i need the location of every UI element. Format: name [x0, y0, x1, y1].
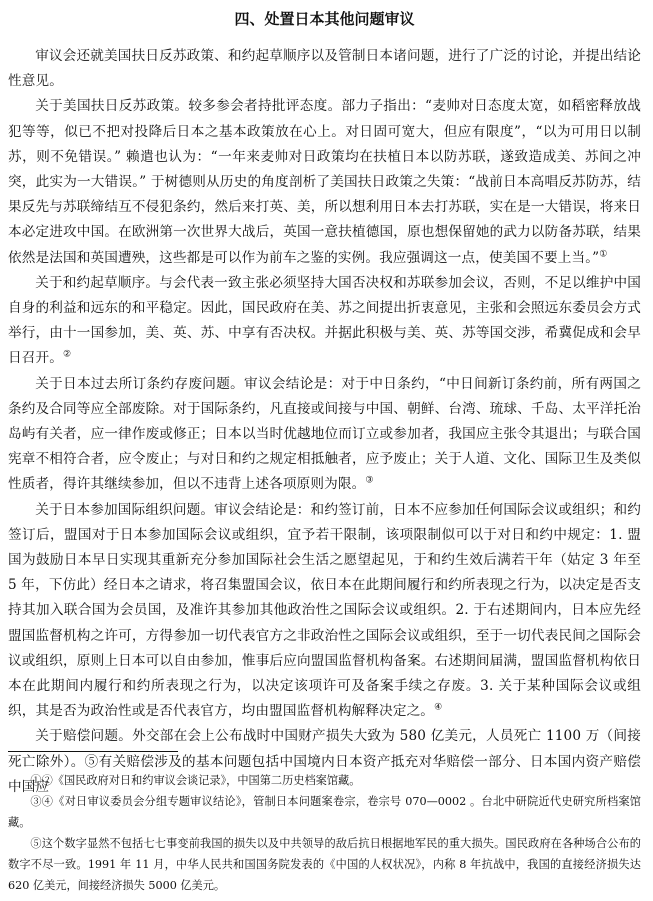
- paragraph: 关于美国扶日反苏政策。较多参会者持批评态度。部力子指出：“麦帅对日态度太宽，如稻密释放战犯等等，似已不把对投降后日本之基本政策放在心上。对日固可宽大，但应有限度”，“以为可用日以制苏，则不免错误。” 赖遣也认为：“一年来麦帅对日政策均在扶植日本以防苏联，遂致造成美、苏间之冲突，此实为一大错误。” 于树德则从历史的角度剖析了美国扶日政策之失策：“战前日本高唱反苏防苏，结果反先与苏联缔结互不侵犯条约，然后来打英、美，所以想利用日本去打苏联，实在是一大错误，将来日本必定进攻中国。在欧洲第一次世界大战后，英国一意扶植德国，原也想保留她的武力以防备苏联，结果依然是法国和英国遭殃，这些都是可以作为前车之鉴的实例。我应强调这一点，使美国不要上当。”①: [8, 98, 641, 266]
- paragraph: 关于日本过去所订条约存废问题。审议会结论是：对于中日条约，“中日间新订条约前，所有两国之条约及合同等应全部废除。对于国际条约，凡直接或间接与中国、朝鲜、台湾、琉球、千岛、太平洋托治岛屿有关者，应一律作废或修正；日本以当时优越地位而订立或参加者，我国应主张令其退出；与联合国宪章不相符合者，应令废止；与对日和约之规定相抵触者，应予废止；关于人道、文化、国际卫生及类似性质者，得许其继续参加，但以不违背上述各项原则为限。③: [8, 375, 641, 493]
- paragraph: 关于赔偿问题。外交部在会上公布战时中国财产损失大致为 580 亿美元，人员死亡 1100 万（间接死亡除外）。⑤有关赔偿涉及的基本问题包括中国境内日本资产抵充对华赔偿一部分、日本国内资产赔偿中国应: [8, 728, 641, 795]
- footnote-divider: [8, 751, 178, 752]
- footnote-ref[interactable]: ④: [434, 702, 443, 713]
- paragraph: 审议会还就美国扶日反苏政策、和约起草顺序以及管制日本诸问题，进行了广泛的讨论，并提出结论性意见。: [8, 48, 641, 90]
- paragraph: 关于和约起草顺序。与会代表一致主张必须坚持大国否决权和苏联参加会议，否则，不足以维护中国自身的利益和远东的和平稳定。因此，国民政府在美、苏之间提出折衷意见，主张和会照远东委员会方式举行，由十一国参加，美、英、苏、中享有否决权。并据此积极与美、英、苏等国交涉，希冀促成和会早日召开。②: [8, 274, 641, 367]
- footnote-ref[interactable]: ③: [365, 475, 374, 486]
- section-title: 四、处置日本其他问题审议: [234, 10, 415, 28]
- footnote: ③④《对日审议委员会分组专题审议结论》，管制日本问题案卷宗，卷宗号 070—0002 。台北中研院近代史研究所档案馆藏。: [8, 795, 641, 829]
- paragraph: 关于日本参加国际组织问题。审议会结论是：和约签订前，日本不应参加任何国际会议或组织；和约签订后，盟国对于日本参加国际会议或组织，宜予若干限制，该项限制似可以于对日和约中规定：1. 盟国为鼓励日本早日实现其重新充分参加国际社会生活之愿望起见，于和约生效后满若干年（姑定 3 年至 5 年，下仿此）经日本之请求，将召集盟国会议，依日本在此期间履行和约所表现之行为，以决定是否支持其加入联合国为会员国，及准许其参加其他政治性之国际会议或组织。2. 于右述期间内，日本应先经盟国监督机构之许可，方得参加一切代表官方之非政治性之国际会议或组织，至于一切代表民间之国际会议或组织，原则上日本可以自由参加，惟事后应向盟国监督机构备案。右述期间届满，盟国监督机构依日本在此期间内履行和约所表现之行为，以决定该项许可及备案手续之存废。3. 关于某种国际会议或组织，其是否为政治性或是否代表官方，均由盟国监督机构解释决定之。④: [8, 501, 641, 720]
- footnote-ref[interactable]: ②: [62, 349, 72, 360]
- footnote-ref[interactable]: ①: [599, 249, 608, 260]
- footnote: ⑤这个数字显然不包括七七事变前我国的损失以及中共领导的敌后抗日根据地军民的重大损失。国民政府在各种场合公布的数字不尽一致。1991 年 11 月，中华人民共和国国务院发表的《中国的人权状况》，内称 8 年抗战中，我国的直接经济损失达 620 亿美元，间接经济损失 5000 亿美元。: [8, 837, 641, 892]
- footnote: ①②《国民政府对日和约审议会谈记录》，中国第二历史档案馆藏。: [30, 774, 361, 787]
- footnotes: [8, 770, 641, 896]
- body-text: [8, 44, 641, 800]
